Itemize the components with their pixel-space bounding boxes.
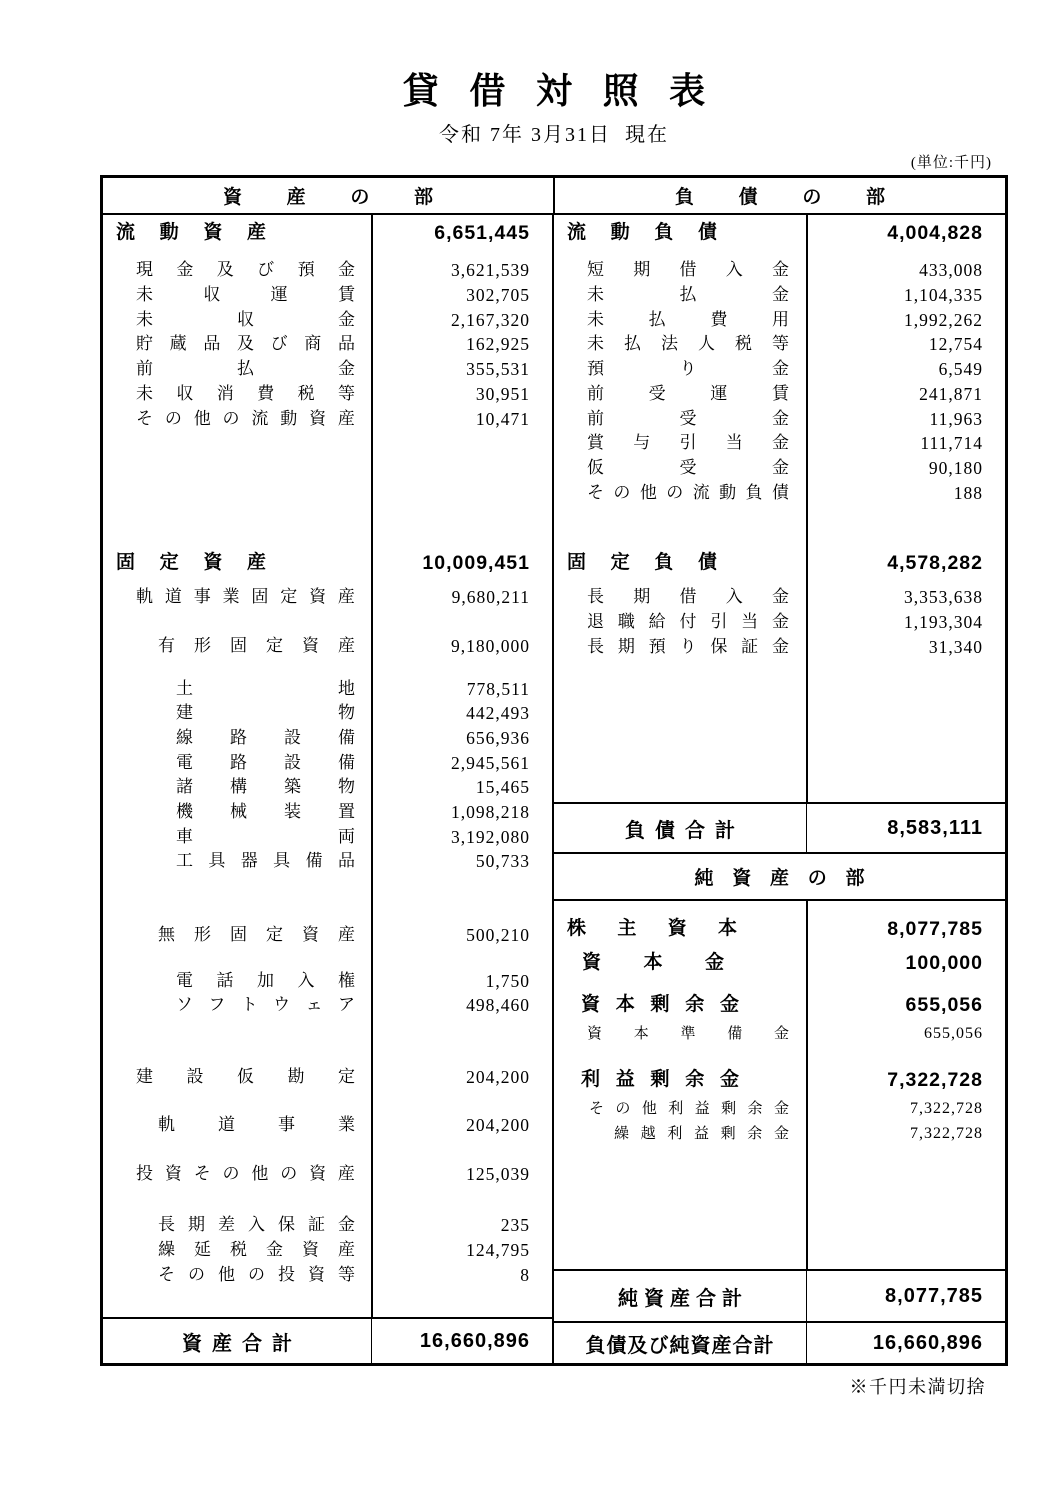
row-amount: 498,460 — [466, 995, 530, 1016]
row-amount: 90,180 — [928, 457, 983, 478]
table-body — [103, 215, 1005, 1363]
row-label: 機 械 装 置 — [176, 802, 355, 822]
balance-row — [554, 1022, 1005, 1047]
row-label: 建 設 仮 勘 定 — [136, 1067, 355, 1087]
row-label-cell — [103, 1263, 371, 1288]
row-label: 仮 受 金 — [587, 457, 789, 477]
row-label-cell — [103, 969, 371, 994]
row-amount: 4,004,828 — [887, 222, 983, 245]
row-label: 建 物 — [176, 703, 355, 723]
row-label-cell — [103, 677, 371, 702]
balance-row — [103, 775, 552, 800]
row-label: 株 主 資 本 — [567, 918, 737, 940]
row-amount: 6,651,445 — [434, 222, 530, 245]
row-label-cell — [554, 308, 806, 333]
assets-total-value: 16,660,896 — [371, 1319, 552, 1363]
row-label-cell — [103, 258, 371, 283]
balance-row — [103, 258, 552, 283]
assets-total-label: 資産合計 — [182, 1332, 302, 1355]
row-amount: 125,039 — [466, 1163, 530, 1184]
page-title: 貸借対照表 — [402, 70, 736, 111]
row-label-cell — [103, 546, 371, 580]
row-label-cell — [554, 481, 806, 506]
row-amount: 15,465 — [475, 777, 530, 798]
row-amount: 7,322,728 — [910, 1124, 983, 1142]
liabilities-total-value: 8,583,111 — [806, 804, 1005, 852]
balance-row — [554, 357, 1005, 382]
row-label: 未 収 金 — [136, 309, 355, 329]
balance-row — [554, 332, 1005, 357]
balance-row — [554, 1097, 1005, 1122]
row-label: 現 金 及 び 預 金 — [136, 260, 355, 280]
row-amount: 4,578,282 — [887, 552, 983, 575]
row-amount: 1,750 — [485, 970, 530, 991]
balance-row — [554, 988, 1005, 1022]
balance-row — [103, 1113, 552, 1138]
balance-row — [103, 701, 552, 726]
row-label-cell — [554, 912, 806, 946]
section-header-row — [103, 178, 1005, 215]
row-label: そ の 他 の 流 動 資 産 — [136, 408, 355, 428]
balance-row — [103, 407, 552, 432]
row-label: 投 資 そ の 他 の 資 産 — [136, 1163, 355, 1183]
balance-row — [103, 332, 552, 357]
row-label: 長 期 借 入 金 — [587, 587, 789, 607]
row-label-cell — [554, 1097, 806, 1122]
row-label: 貯 蔵 品 及 び 商 品 — [136, 334, 355, 354]
liabilities-rows — [554, 215, 1005, 802]
row-amount: 9,680,211 — [451, 587, 530, 608]
row-label-cell — [554, 1063, 806, 1097]
row-label-cell — [103, 1065, 371, 1090]
row-label-cell — [103, 216, 371, 250]
balance-row — [103, 1065, 552, 1090]
row-label-cell — [103, 701, 371, 726]
row-amount: 8,077,785 — [887, 918, 983, 941]
row-label-cell — [103, 357, 371, 382]
net-assets-section-header-label: 純 資 産 の 部 — [694, 868, 865, 890]
row-amount: 302,705 — [466, 285, 530, 306]
row-label-cell — [103, 923, 371, 948]
balance-row — [554, 1063, 1005, 1097]
row-amount: 1,193,304 — [904, 611, 983, 632]
balance-row — [103, 1238, 552, 1263]
row-label: 退 職 給 付 引 当 金 — [587, 611, 789, 631]
balance-row — [554, 382, 1005, 407]
balance-row — [554, 635, 1005, 660]
row-label: 軌 道 事 業 — [158, 1114, 355, 1134]
row-label-cell — [554, 216, 806, 250]
row-label: 前 受 金 — [587, 408, 789, 428]
row-amount: 111,714 — [920, 433, 983, 454]
row-label-cell — [103, 585, 371, 610]
row-label-cell — [554, 988, 806, 1022]
balance-row — [554, 283, 1005, 308]
row-label: 軌 道 事 業 固 定 資 産 — [136, 587, 355, 607]
assets-rows — [103, 215, 552, 1317]
balance-row — [554, 308, 1005, 333]
balance-row — [103, 969, 552, 994]
row-label-cell — [554, 283, 806, 308]
row-amount: 500,210 — [466, 925, 530, 946]
balance-row — [103, 677, 552, 702]
row-label: 資 本 金 — [582, 952, 724, 974]
row-label: 賞 与 引 当 金 — [587, 433, 789, 453]
row-amount: 656,936 — [466, 727, 530, 748]
date-line: 令和 7年 3月31日 現在 — [439, 124, 669, 147]
grand-total-value: 16,660,896 — [806, 1323, 1005, 1363]
row-label-cell — [103, 825, 371, 850]
row-label-cell — [554, 332, 806, 357]
balance-row — [103, 800, 552, 825]
row-label: 未 払 金 — [587, 285, 789, 305]
row-amount: 12,754 — [928, 334, 983, 355]
row-label-cell — [554, 431, 806, 456]
liabilities-total-row — [554, 802, 1005, 854]
row-label-cell — [103, 283, 371, 308]
row-label: 電 路 設 備 — [176, 752, 355, 772]
row-amount: 433,008 — [919, 260, 983, 281]
liabilities-total-label: 負債合計 — [625, 819, 745, 842]
row-label: 未 収 運 賃 — [136, 285, 355, 305]
row-amount: 30,951 — [475, 383, 530, 404]
net-assets-total-row — [554, 1269, 1005, 1321]
balance-row — [103, 546, 552, 580]
row-label: 工 具 器 具 備 品 — [176, 851, 355, 871]
row-label: 電 話 加 入 権 — [176, 970, 355, 990]
row-label-cell — [103, 775, 371, 800]
row-amount: 7,322,728 — [887, 1069, 983, 1092]
row-amount: 355,531 — [466, 359, 530, 380]
row-amount: 188 — [953, 482, 983, 503]
row-label-cell — [554, 635, 806, 660]
balance-row — [103, 382, 552, 407]
row-label: 長 期 預 り 保 証 金 — [587, 636, 789, 656]
grand-total-label: 負債及び純資産合計 — [585, 1334, 775, 1357]
row-label: 繰 延 税 金 資 産 — [158, 1239, 355, 1259]
balance-row — [554, 456, 1005, 481]
footnote: ※千円未満切捨 — [849, 1377, 986, 1398]
row-label-cell — [554, 610, 806, 635]
row-amount: 2,167,320 — [451, 309, 530, 330]
row-label: 固 定 資 産 — [116, 552, 266, 574]
row-label-cell — [103, 332, 371, 357]
assets-section-header-label: 資 産 の 部 — [223, 187, 433, 209]
row-amount: 100,000 — [905, 952, 983, 975]
balance-row — [554, 258, 1005, 283]
row-amount: 204,200 — [466, 1114, 530, 1135]
balance-row — [554, 585, 1005, 610]
row-label: ソ フ ト ウ ェ ア — [176, 995, 355, 1015]
row-label-cell — [103, 1238, 371, 1263]
row-amount: 3,621,539 — [451, 260, 530, 281]
row-amount: 241,871 — [919, 383, 983, 404]
row-label-cell — [103, 1162, 371, 1187]
row-amount: 3,192,080 — [451, 826, 530, 847]
balance-row — [554, 216, 1005, 250]
row-amount: 655,056 — [905, 994, 983, 1017]
net-assets-section-header — [554, 854, 1005, 901]
row-amount: 1,992,262 — [904, 309, 983, 330]
row-label-cell — [103, 849, 371, 874]
row-label-cell — [554, 258, 806, 283]
row-label-cell — [554, 382, 806, 407]
row-label-cell — [554, 1022, 806, 1047]
row-label: 前 払 金 — [136, 359, 355, 379]
balance-row — [103, 308, 552, 333]
row-label-cell — [103, 726, 371, 751]
row-amount: 10,471 — [475, 408, 530, 429]
row-label: 有 形 固 定 資 産 — [158, 635, 355, 655]
assets-column — [103, 215, 554, 1363]
row-amount: 11,963 — [929, 408, 983, 429]
row-amount: 9,180,000 — [451, 635, 530, 656]
row-label-cell — [103, 993, 371, 1018]
row-label: 流 動 負 債 — [567, 222, 717, 244]
row-amount: 655,056 — [924, 1025, 983, 1043]
row-amount: 162,925 — [466, 334, 530, 355]
row-amount: 6,549 — [938, 359, 983, 380]
row-amount: 7,322,728 — [910, 1100, 983, 1118]
balance-row — [103, 634, 552, 659]
row-label: 短 期 借 入 金 — [587, 260, 789, 280]
row-amount: 50,733 — [475, 851, 530, 872]
balance-row — [103, 216, 552, 250]
row-label: 預 り 金 — [587, 359, 789, 379]
row-label: 利 益 剰 余 金 — [581, 1069, 739, 1091]
balance-sheet-table — [100, 175, 1008, 1366]
row-amount: 3,353,638 — [904, 587, 983, 608]
balance-row — [554, 1122, 1005, 1147]
row-label: 資 本 準 備 金 — [587, 1026, 789, 1043]
assets-section-header — [103, 178, 555, 213]
balance-row — [554, 431, 1005, 456]
row-label: 無 形 固 定 資 産 — [158, 925, 355, 945]
row-label: 前 受 運 賃 — [587, 383, 789, 403]
row-label: 土 地 — [176, 678, 355, 698]
row-amount: 235 — [500, 1215, 530, 1236]
row-label-cell — [103, 407, 371, 432]
balance-row — [103, 849, 552, 874]
row-label-cell — [554, 946, 806, 980]
row-label-cell — [554, 456, 806, 481]
balance-row — [554, 946, 1005, 980]
row-amount: 1,098,218 — [451, 802, 530, 823]
row-label: 未 収 消 費 税 等 — [136, 383, 355, 403]
row-label-cell — [103, 1113, 371, 1138]
row-label-cell — [554, 357, 806, 382]
row-amount: 124,795 — [466, 1239, 530, 1260]
balance-row — [103, 825, 552, 850]
balance-row — [103, 923, 552, 948]
unit-note: (単位:千円) — [910, 155, 992, 172]
balance-row — [554, 546, 1005, 580]
grand-total-row — [554, 1321, 1005, 1363]
row-label: 長 期 差 入 保 証 金 — [158, 1215, 355, 1235]
row-label: 繰 越 利 益 剰 余 金 — [614, 1125, 789, 1142]
balance-row — [103, 726, 552, 751]
row-amount: 2,945,561 — [451, 752, 530, 773]
balance-row — [103, 1213, 552, 1238]
liabilities-column — [554, 215, 1005, 1363]
balance-row — [554, 481, 1005, 506]
row-label: 未 払 法 人 税 等 — [587, 334, 789, 354]
row-amount: 1,104,335 — [904, 285, 983, 306]
row-label-cell — [103, 1213, 371, 1238]
row-label-cell — [554, 1122, 806, 1147]
row-label: 流 動 資 産 — [116, 222, 266, 244]
row-label-cell — [103, 751, 371, 776]
net-assets-rows — [554, 901, 1005, 1269]
assets-total-row — [103, 1317, 552, 1363]
balance-row — [554, 912, 1005, 946]
balance-row — [554, 407, 1005, 432]
row-label-cell — [554, 546, 806, 580]
row-label-cell — [554, 585, 806, 610]
net-assets-total-value: 8,077,785 — [806, 1271, 1005, 1321]
row-label-cell — [103, 308, 371, 333]
row-label: 線 路 設 備 — [176, 727, 355, 747]
document-content — [100, 0, 1008, 1399]
row-label: 固 定 負 債 — [567, 552, 717, 574]
row-amount: 10,009,451 — [422, 552, 530, 575]
row-label-cell — [103, 800, 371, 825]
row-label: 車 両 — [176, 826, 355, 846]
row-label: そ の 他 の 流 動 負 債 — [587, 482, 789, 502]
row-label: 未 払 費 用 — [587, 309, 789, 329]
row-label: そ の 他 利 益 剰 余 金 — [589, 1101, 789, 1118]
balance-row — [103, 585, 552, 610]
row-label-cell — [554, 407, 806, 432]
balance-row — [103, 751, 552, 776]
row-amount: 8 — [520, 1264, 530, 1285]
balance-row — [103, 357, 552, 382]
balance-row — [103, 283, 552, 308]
row-amount: 778,511 — [466, 678, 530, 699]
row-label-cell — [103, 382, 371, 407]
row-label: 諸 構 築 物 — [176, 777, 355, 797]
net-assets-total-label: 純資産合計 — [618, 1287, 748, 1310]
liabilities-section-header-label: 負 債 の 部 — [675, 187, 885, 209]
balance-row — [103, 1263, 552, 1288]
row-amount: 204,200 — [466, 1067, 530, 1088]
liabilities-section-header — [555, 178, 1005, 213]
row-amount: 442,493 — [466, 703, 530, 724]
row-label-cell — [103, 634, 371, 659]
row-label: 資 本 剰 余 金 — [581, 994, 739, 1016]
row-amount: 31,340 — [928, 636, 983, 657]
balance-row — [103, 993, 552, 1018]
balance-row — [103, 1162, 552, 1187]
row-label: そ の 他 の 投 資 等 — [158, 1264, 355, 1284]
balance-row — [554, 610, 1005, 635]
